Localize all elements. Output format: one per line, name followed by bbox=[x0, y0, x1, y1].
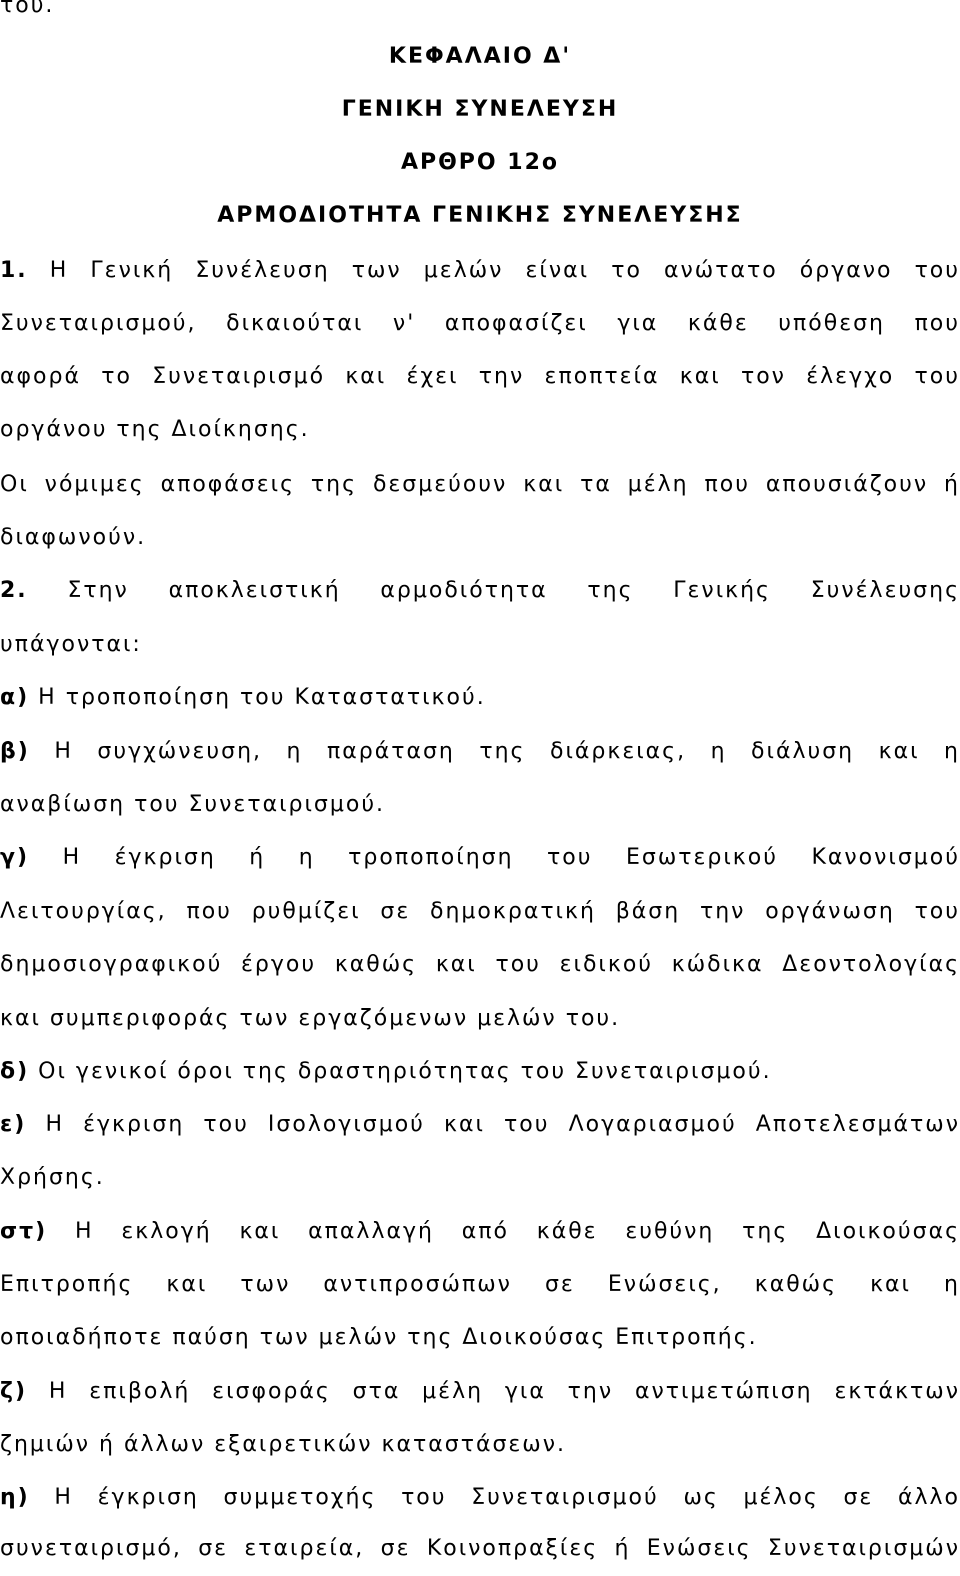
item-a-label: α) bbox=[0, 685, 30, 710]
item-z-line-1 bbox=[0, 1365, 960, 1419]
chapter-heading: ΚΕΦΑΛΑΙΟ Δ' bbox=[388, 44, 572, 69]
item-d-label: δ) bbox=[0, 1059, 30, 1084]
item-c-line-4: και συμπεριφοράς των εργαζόμενων μελών του. bbox=[0, 1006, 621, 1031]
item-b-line-1 bbox=[0, 725, 960, 779]
item-i-text: Η έγκριση συμμετοχής του Συνεταιρισμού ως μέλος σε άλλο bbox=[54, 1485, 960, 1510]
paragraph-1-line-2: Συνεταιρισμού, δικαιούται ν' αποφασίζει για κάθε υπόθεση που bbox=[0, 311, 960, 336]
item-z-text: Η επιβολή εισφοράς στα μέλη για την αντιμετώπιση εκτάκτων bbox=[48, 1379, 960, 1404]
paragraph-1-line-3: αφορά το Συνεταιρισμό και έχει την εποπτεία και τον έλεγχο του bbox=[0, 364, 960, 389]
paragraph-1-line-4: οργάνου της Διοίκησης. bbox=[0, 417, 310, 442]
item-i-line-2: συνεταιρισμό, σε εταιρεία, σε Κοινοπραξίες ή Ενώσεις Συνεταιρισμών bbox=[0, 1536, 960, 1561]
item-b-text: Η συγχώνευση, η παράταση της διάρκειας, η διάλυση και η bbox=[54, 739, 960, 764]
item-st-line-3: οποιαδήποτε παύση των μελών της Διοικούσας Επιτροπής. bbox=[0, 1325, 758, 1350]
item-z-label: ζ) bbox=[0, 1379, 28, 1404]
article-title: ΑΡΜΟΔΙΟΤΗΤΑ ΓΕΝΙΚΗΣ ΣΥΝΕΛΕΥΣΗΣ bbox=[217, 203, 743, 228]
item-e-line-1 bbox=[0, 1098, 960, 1152]
article-heading: ΑΡΘΡΟ 12ο bbox=[400, 150, 560, 175]
paragraph-2-text: Στην αποκλειστική αρμοδιότητα της Γενικής Συνέλευσης bbox=[67, 578, 960, 603]
item-a-line-1 bbox=[0, 671, 960, 725]
paragraph-1-line-5: Οι νόμιμες αποφάσεις της δεσμεύουν και τα μέλη που απουσιάζουν ή bbox=[0, 472, 960, 497]
item-z-line-2: ζημιών ή άλλων εξαιρετικών καταστάσεων. bbox=[0, 1432, 567, 1457]
item-st-line-1 bbox=[0, 1205, 960, 1259]
item-c-label: γ) bbox=[0, 845, 30, 870]
item-b-line-2: αναβίωση του Συνεταιρισμού. bbox=[0, 792, 386, 817]
item-e-label: ε) bbox=[0, 1112, 27, 1137]
item-d-text: Οι γενικοί όροι της δραστηριότητας του Συνεταιρισμού. bbox=[38, 1059, 772, 1084]
item-c-text: Η έγκριση ή η τροποποίηση του Εσωτερικού Κανονισμού bbox=[62, 845, 960, 870]
item-e-line-2: Χρήσης. bbox=[0, 1165, 105, 1190]
paragraph-1-label: 1. bbox=[0, 258, 28, 283]
item-i-line-1 bbox=[0, 1471, 960, 1525]
item-st-text: Η εκλογή και απαλλαγή από κάθε ευθύνη της Διοικούσας bbox=[75, 1219, 960, 1244]
item-b-label: β) bbox=[0, 739, 30, 764]
item-d-line-1 bbox=[0, 1045, 960, 1099]
top-fragment-text: του. bbox=[0, 0, 55, 18]
paragraph-1-text: Η Γενική Συνέλευση των μελών είναι το ανώτατο όργανο του bbox=[49, 258, 960, 283]
paragraph-1-line-6: διαφωνούν. bbox=[0, 525, 147, 550]
item-e-text: Η έγκριση του Ισολογισμού και του Λογαριασμού Αποτελεσμάτων bbox=[45, 1112, 960, 1137]
item-c-line-1 bbox=[0, 831, 960, 885]
item-c-line-3: δημοσιογραφικού έργου καθώς και του ειδικού κώδικα Δεοντολογίας bbox=[0, 952, 960, 977]
paragraph-2-line-2: υπάγονται: bbox=[0, 632, 142, 657]
paragraph-2-line-1 bbox=[0, 564, 960, 618]
paragraph-2-label: 2. bbox=[0, 578, 28, 603]
item-c-line-2: Λειτουργίας, που ρυθμίζει σε δημοκρατική βάση την οργάνωση του bbox=[0, 899, 960, 924]
paragraph-1-line-1 bbox=[0, 244, 960, 298]
section-heading: ΓΕΝΙΚΗ ΣΥΝΕΛΕΥΣΗ bbox=[341, 97, 619, 122]
item-a-text: Η τροποποίηση του Καταστατικού. bbox=[38, 685, 486, 710]
item-st-label: στ) bbox=[0, 1219, 48, 1244]
item-i-label: η) bbox=[0, 1485, 30, 1510]
item-st-line-2: Επιτροπής και των αντιπροσώπων σε Ενώσεις, καθώς και η bbox=[0, 1272, 960, 1297]
top-fragment bbox=[0, 0, 960, 33]
